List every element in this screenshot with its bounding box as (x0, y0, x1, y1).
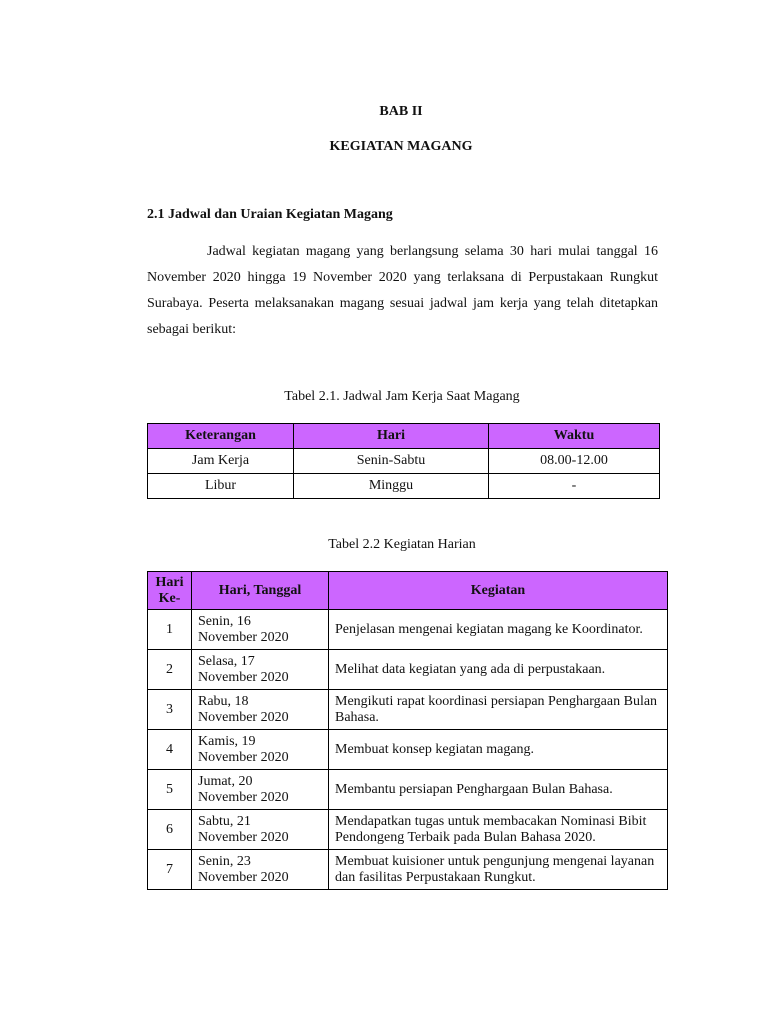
activity-description: Membuat kuisioner untuk pengunjung mengenai layanan dan fasilitas Perpustakaan Rungkut. (329, 850, 668, 890)
date-day: Senin, 23 (198, 853, 251, 869)
activity-description: Melihat data kegiatan yang ada di perpustakaan. (329, 650, 668, 690)
table-row (148, 810, 668, 850)
column-header: Waktu (489, 424, 660, 449)
day-number: 4 (148, 730, 192, 770)
day-date (192, 810, 329, 850)
day-date (192, 730, 329, 770)
activity-description: Mengikuti rapat koordinasi persiapan Penghargaan Bulan Bahasa. (329, 690, 668, 730)
date-month-year: November 2020 (198, 829, 289, 845)
date-month-year: November 2020 (198, 709, 289, 725)
chapter-number: BAB II (379, 104, 423, 119)
work-schedule-table (147, 423, 660, 499)
date-month-year: November 2020 (198, 749, 289, 765)
day-number: 6 (148, 810, 192, 850)
table-row (148, 610, 668, 650)
date-day: Kamis, 19 (198, 733, 256, 749)
activity-description: Membantu persiapan Penghargaan Bulan Bahasa. (329, 770, 668, 810)
table-cell: Senin-Sabtu (294, 449, 489, 474)
table-row (148, 650, 668, 690)
day-number: 1 (148, 610, 192, 650)
table1-caption: Tabel 2.1. Jadwal Jam Kerja Saat Magang (284, 389, 520, 404)
day-date (192, 610, 329, 650)
table-row (148, 449, 660, 474)
table2-caption: Tabel 2.2 Kegiatan Harian (328, 537, 476, 552)
date-day: Jumat, 20 (198, 773, 253, 789)
date-month-year: November 2020 (198, 629, 289, 645)
day-date (192, 770, 329, 810)
table-row (148, 770, 668, 810)
chapter-title: KEGIATAN MAGANG (329, 139, 473, 154)
section-heading: 2.1 Jadwal dan Uraian Kegiatan Magang (147, 207, 393, 222)
day-date (192, 650, 329, 690)
date-day: Senin, 16 (198, 613, 251, 629)
table-cell: Jam Kerja (148, 449, 294, 474)
table-row (148, 690, 668, 730)
column-header: Kegiatan (329, 572, 668, 610)
table-row (148, 730, 668, 770)
activity-description: Membuat konsep kegiatan magang. (329, 730, 668, 770)
day-number: 3 (148, 690, 192, 730)
column-header: Hari (294, 424, 489, 449)
date-month-year: November 2020 (198, 669, 289, 685)
day-date (192, 690, 329, 730)
date-month-year: November 2020 (198, 869, 289, 885)
table-cell: Libur (148, 474, 294, 499)
table-cell: 08.00-12.00 (489, 449, 660, 474)
table-row (148, 850, 668, 890)
column-header: Hari, Tanggal (192, 572, 329, 610)
date-day: Selasa, 17 (198, 653, 255, 669)
table-cell: - (489, 474, 660, 499)
day-date (192, 850, 329, 890)
intro-paragraph: Jadwal kegiatan magang yang berlangsung selama 30 hari mulai tanggal 16 November 2020 hingga 19 November 2020 yang terlaksana di Perpustakaan Rungkut Surabaya. Peserta melaksanakan magang sesuai jadwal jam kerja yang telah ditetapkan sebagai berikut: (147, 244, 658, 337)
day-number: 7 (148, 850, 192, 890)
table-header-row (148, 424, 660, 449)
date-day: Sabtu, 21 (198, 813, 251, 829)
table-cell: Minggu (294, 474, 489, 499)
daily-activities-table (147, 571, 668, 890)
activity-description: Penjelasan mengenai kegiatan magang ke Koordinator. (329, 610, 668, 650)
day-number: 2 (148, 650, 192, 690)
activity-description: Mendapatkan tugas untuk membacakan Nominasi Bibit Pendongeng Terbaik pada Bulan Bahasa 2020. (329, 810, 668, 850)
date-day: Rabu, 18 (198, 693, 249, 709)
table-header-row (148, 572, 668, 610)
date-month-year: November 2020 (198, 789, 289, 805)
day-number: 5 (148, 770, 192, 810)
column-header: Hari Ke- (148, 572, 192, 610)
column-header: Keterangan (148, 424, 294, 449)
table-row (148, 474, 660, 499)
